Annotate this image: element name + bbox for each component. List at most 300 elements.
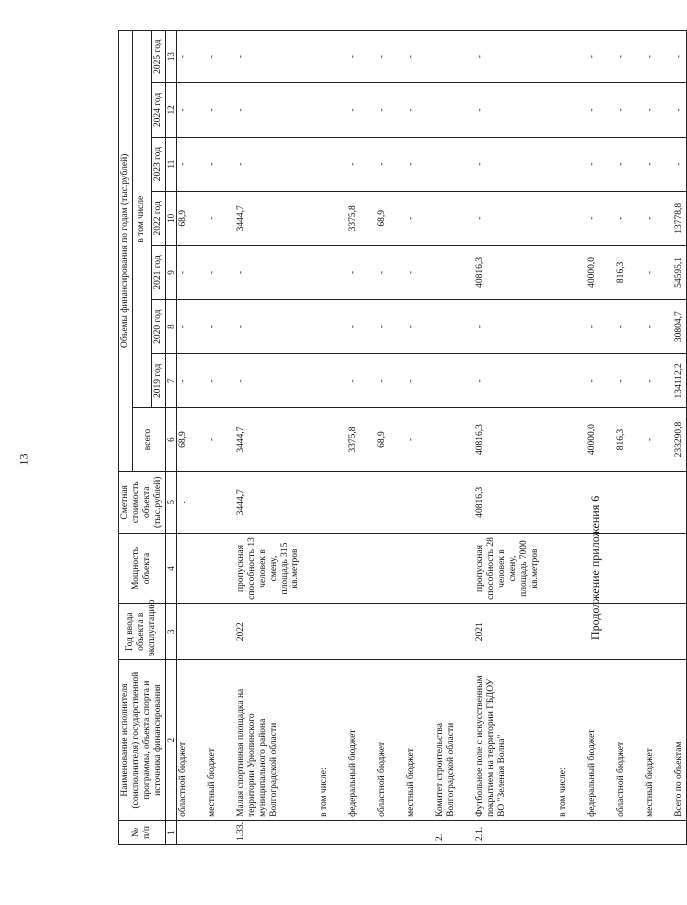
- spacer-cell: [628, 533, 644, 603]
- cell-year-value: -: [644, 137, 657, 191]
- spacer-cell: [541, 471, 557, 533]
- cell-total: 68,9: [376, 408, 389, 471]
- spacer-cell: [360, 245, 376, 299]
- cell-year: 2021: [474, 604, 542, 660]
- cell-year-value: 3444,7: [235, 191, 303, 245]
- spacer-cell: [541, 660, 557, 821]
- spacer-cell: [628, 245, 644, 299]
- cell-year-value: -: [206, 137, 219, 191]
- spacer-cell: [599, 191, 615, 245]
- spacer-cell: [628, 137, 644, 191]
- cell-year-value: [557, 83, 570, 137]
- cell-year-value: -: [405, 354, 418, 408]
- column-number: 7: [165, 354, 176, 408]
- spacer-cell: [541, 31, 557, 83]
- cell-year-value: -: [586, 191, 599, 245]
- spacer-cell: [389, 533, 405, 603]
- spacer-cell: [628, 191, 644, 245]
- spacer-cell: [418, 471, 434, 533]
- spacer-cell: [389, 137, 405, 191]
- spacer-cell: [541, 820, 557, 844]
- column-number: 4: [165, 533, 176, 603]
- cell-year-value: -: [177, 354, 190, 408]
- spacer-cell: [570, 354, 586, 408]
- cell-cost: 40816,3: [474, 471, 542, 533]
- cell-year-value: -: [644, 300, 657, 354]
- financing-table: [118, 30, 687, 845]
- spacer-cell: [418, 137, 434, 191]
- spacer-cell: [331, 354, 347, 408]
- spacer-cell: [599, 408, 615, 471]
- cell-year-value: [434, 137, 458, 191]
- cell-year-value: -: [177, 300, 190, 354]
- spacer-cell: [418, 245, 434, 299]
- spacer-cell: [190, 354, 206, 408]
- cell-year-value: -: [376, 354, 389, 408]
- spacer-cell: [458, 604, 474, 660]
- spacer-cell: [570, 245, 586, 299]
- rotated-table-container: [118, 30, 685, 845]
- cell-year-value: -: [235, 83, 303, 137]
- column-number: 8: [165, 300, 176, 354]
- spacer-cell: [657, 300, 673, 354]
- header-including: в том числе: [132, 31, 151, 408]
- header-year-2022: 2022 год: [151, 191, 165, 245]
- cell-year-value: -: [206, 245, 219, 299]
- spacer-cell: [458, 245, 474, 299]
- spacer-cell: [190, 820, 206, 844]
- spacer-cell: [331, 245, 347, 299]
- cell-year-value: -: [206, 191, 219, 245]
- table-row: [586, 31, 599, 845]
- cell-year-value: -: [586, 31, 599, 83]
- cell-power: [673, 533, 686, 603]
- spacer-cell: [657, 354, 673, 408]
- spacer-cell: [418, 354, 434, 408]
- spacer-cell: [331, 471, 347, 533]
- spacer-cell: [657, 245, 673, 299]
- table-row: [644, 31, 657, 845]
- spacer-cell: [302, 660, 318, 821]
- cell-total: [434, 408, 458, 471]
- cell-year-value: -: [347, 354, 360, 408]
- cell-year-value: -: [474, 83, 542, 137]
- spacer-cell: [570, 471, 586, 533]
- cell-year-value: 30804,7: [673, 300, 686, 354]
- cell-year-value: -: [376, 300, 389, 354]
- cell-cost: [557, 471, 570, 533]
- table-body: [177, 31, 687, 845]
- spacer-cell: [657, 31, 673, 83]
- cell-name: местный бюджет: [644, 660, 657, 821]
- spacer-cell: [657, 191, 673, 245]
- cell-year-value: -: [615, 191, 628, 245]
- spacer-cell: [389, 31, 405, 83]
- cell-power: [557, 533, 570, 603]
- cell-year: [644, 604, 657, 660]
- spacer-cell: [389, 245, 405, 299]
- spacer-cell: [570, 83, 586, 137]
- spacer-cell: [360, 471, 376, 533]
- spacer-cell: [570, 604, 586, 660]
- spacer-cell: [360, 408, 376, 471]
- spacer-cell: [458, 137, 474, 191]
- table-row: [615, 31, 628, 845]
- spacer-cell: [628, 604, 644, 660]
- header-year-2025: 2025 год: [151, 31, 165, 83]
- cell-power: [615, 533, 628, 603]
- column-number: 11: [165, 137, 176, 191]
- spacer-cell: [219, 137, 235, 191]
- cell-name: областной бюджет: [615, 660, 628, 821]
- row-spacer: [418, 31, 434, 845]
- cell-name: областной бюджет: [177, 660, 190, 821]
- table-row: [347, 31, 360, 845]
- cell-year-value: [318, 354, 331, 408]
- spacer-cell: [219, 604, 235, 660]
- spacer-cell: [389, 660, 405, 821]
- spacer-cell: [599, 604, 615, 660]
- spacer-cell: [389, 471, 405, 533]
- cell-year-value: -: [644, 83, 657, 137]
- header-funding: Объемы финансирования по годам (тыс.рублей): [119, 31, 133, 472]
- spacer-cell: [190, 31, 206, 83]
- column-number: 5: [165, 471, 176, 533]
- cell-name: в том числе:: [318, 660, 331, 821]
- spacer-cell: [219, 660, 235, 821]
- table-row: [318, 31, 331, 845]
- row-spacer: [360, 31, 376, 845]
- spacer-cell: [458, 354, 474, 408]
- cell-year-value: -: [644, 354, 657, 408]
- header-number: № п/п: [119, 820, 166, 844]
- cell-power: [347, 533, 360, 603]
- cell-year-value: -: [347, 245, 360, 299]
- spacer-cell: [418, 533, 434, 603]
- cell-year-value: -: [235, 31, 303, 83]
- cell-year-value: 68,9: [177, 191, 190, 245]
- cell-name: Комитет строительства Волгоградской области: [434, 660, 458, 821]
- column-number: 6: [165, 408, 176, 471]
- spacer-cell: [418, 820, 434, 844]
- cell-year-value: -: [206, 300, 219, 354]
- spacer-cell: [190, 83, 206, 137]
- spacer-cell: [302, 820, 318, 844]
- spacer-cell: [219, 191, 235, 245]
- cell-year: [177, 604, 190, 660]
- cell-number: 2.: [434, 820, 458, 844]
- cell-number: [318, 820, 331, 844]
- cell-year-value: [318, 137, 331, 191]
- spacer-cell: [331, 604, 347, 660]
- cell-number: [557, 820, 570, 844]
- table-row: [474, 31, 542, 845]
- cell-number: [177, 820, 190, 844]
- spacer-cell: [458, 820, 474, 844]
- spacer-cell: [360, 604, 376, 660]
- cell-year-value: -: [474, 354, 542, 408]
- cell-total: [318, 408, 331, 471]
- cell-year-value: -: [474, 137, 542, 191]
- cell-year-value: 134112,2: [673, 354, 686, 408]
- spacer-cell: [458, 660, 474, 821]
- column-number: 2: [165, 660, 176, 821]
- cell-year-value: -: [206, 83, 219, 137]
- cell-year-value: 3375,8: [347, 191, 360, 245]
- spacer-cell: [657, 83, 673, 137]
- cell-year-value: -: [347, 300, 360, 354]
- cell-year-value: -: [615, 137, 628, 191]
- cell-number: [673, 820, 686, 844]
- header-total: всего: [132, 408, 165, 471]
- cell-year: [347, 604, 360, 660]
- cell-total: 40000,0: [586, 408, 599, 471]
- table-row: [673, 31, 686, 845]
- cell-year-value: -: [673, 137, 686, 191]
- cell-cost: [673, 471, 686, 533]
- spacer-cell: [628, 31, 644, 83]
- cell-year-value: 68,9: [376, 191, 389, 245]
- spacer-cell: [360, 31, 376, 83]
- cell-total: 3444,7: [235, 408, 303, 471]
- spacer-cell: [657, 137, 673, 191]
- cell-number: 1.33.: [235, 820, 303, 844]
- table-row: [557, 31, 570, 845]
- spacer-cell: [458, 83, 474, 137]
- spacer-cell: [219, 408, 235, 471]
- spacer-cell: [418, 660, 434, 821]
- spacer-cell: [628, 820, 644, 844]
- cell-year: [405, 604, 418, 660]
- cell-cost: [586, 471, 599, 533]
- cell-number: [615, 820, 628, 844]
- cell-year-value: -: [615, 300, 628, 354]
- spacer-cell: [331, 408, 347, 471]
- cell-year-value: -: [206, 354, 219, 408]
- cell-total: 3375,8: [347, 408, 360, 471]
- header-year-2021: 2021 год: [151, 245, 165, 299]
- spacer-cell: [302, 245, 318, 299]
- row-spacer: [628, 31, 644, 845]
- cell-cost: [434, 471, 458, 533]
- cell-number: [376, 820, 389, 844]
- spacer-cell: [360, 300, 376, 354]
- cell-name: Малая спортивная площадка на территории Урюпинского муниципального района Волгоградской области: [235, 660, 303, 821]
- spacer-cell: [219, 245, 235, 299]
- spacer-cell: [389, 354, 405, 408]
- cell-name: областной бюджет: [376, 660, 389, 821]
- cell-power: [405, 533, 418, 603]
- spacer-cell: [418, 83, 434, 137]
- cell-name: Футбольное поле с искусственным покрытием на территории ГБДОУ ВО "Зеленая Волна": [474, 660, 542, 821]
- cell-cost: [405, 471, 418, 533]
- spacer-cell: [331, 83, 347, 137]
- cell-year: [586, 604, 599, 660]
- cell-year-value: [434, 83, 458, 137]
- cell-cost: [318, 471, 331, 533]
- cell-total: 816,3: [615, 408, 628, 471]
- cell-year-value: -: [177, 31, 190, 83]
- spacer-cell: [418, 191, 434, 245]
- header-year-2019: 2019 год: [151, 354, 165, 408]
- cell-cost: [347, 471, 360, 533]
- cell-number: [347, 820, 360, 844]
- spacer-cell: [219, 300, 235, 354]
- spacer-cell: [570, 660, 586, 821]
- cell-power: [586, 533, 599, 603]
- spacer-cell: [302, 31, 318, 83]
- spacer-cell: [458, 471, 474, 533]
- cell-cost: [615, 471, 628, 533]
- cell-year-value: -: [376, 83, 389, 137]
- spacer-cell: [628, 300, 644, 354]
- cell-year-value: [318, 191, 331, 245]
- spacer-cell: [331, 31, 347, 83]
- row-spacer: [219, 31, 235, 845]
- spacer-cell: [541, 137, 557, 191]
- cell-year-value: -: [615, 31, 628, 83]
- row-spacer: [190, 31, 206, 845]
- row-spacer: [331, 31, 347, 845]
- spacer-cell: [302, 354, 318, 408]
- spacer-cell: [541, 604, 557, 660]
- table-header: [119, 31, 177, 845]
- cell-cost: [206, 471, 219, 533]
- spacer-cell: [360, 820, 376, 844]
- spacer-cell: [190, 191, 206, 245]
- spacer-cell: [599, 354, 615, 408]
- cell-year-value: -: [586, 300, 599, 354]
- row-spacer: [302, 31, 318, 845]
- spacer-cell: [570, 191, 586, 245]
- cell-name: местный бюджет: [405, 660, 418, 821]
- spacer-cell: [458, 533, 474, 603]
- spacer-cell: [541, 533, 557, 603]
- spacer-cell: [302, 300, 318, 354]
- spacer-cell: [628, 660, 644, 821]
- spacer-cell: [418, 31, 434, 83]
- cell-year-value: -: [235, 137, 303, 191]
- cell-year-value: -: [347, 137, 360, 191]
- spacer-cell: [219, 471, 235, 533]
- row-spacer: [599, 31, 615, 845]
- spacer-cell: [389, 83, 405, 137]
- spacer-cell: [302, 471, 318, 533]
- spacer-cell: [190, 245, 206, 299]
- spacer-cell: [541, 354, 557, 408]
- cell-power: пропускная способность 28 человек в смену, площадь 7000 кв.метров: [474, 533, 542, 603]
- cell-year-value: [557, 300, 570, 354]
- column-number: 12: [165, 83, 176, 137]
- cell-name: Всего по объектам: [673, 660, 686, 821]
- cell-total: 68,9: [177, 408, 190, 471]
- spacer-cell: [360, 191, 376, 245]
- spacer-cell: [190, 300, 206, 354]
- spacer-cell: [628, 471, 644, 533]
- header-year-2020: 2020 год: [151, 300, 165, 354]
- cell-year-value: -: [586, 354, 599, 408]
- cell-year: [376, 604, 389, 660]
- cell-year-value: 13778,8: [673, 191, 686, 245]
- spacer-cell: [599, 245, 615, 299]
- table-row: [405, 31, 418, 845]
- spacer-cell: [570, 533, 586, 603]
- table-row: [206, 31, 219, 845]
- spacer-cell: [302, 604, 318, 660]
- cell-year-value: [434, 191, 458, 245]
- cell-year-value: 54595,1: [673, 245, 686, 299]
- spacer-cell: [628, 354, 644, 408]
- spacer-cell: [657, 820, 673, 844]
- spacer-cell: [541, 191, 557, 245]
- spacer-cell: [570, 31, 586, 83]
- cell-year-value: -: [405, 300, 418, 354]
- cell-year-value: -: [347, 31, 360, 83]
- column-number: 13: [165, 31, 176, 83]
- cell-year: [318, 604, 331, 660]
- cell-total: 40816,3: [474, 408, 542, 471]
- cell-total: [557, 408, 570, 471]
- spacer-cell: [599, 31, 615, 83]
- spacer-cell: [190, 137, 206, 191]
- cell-total: -: [644, 408, 657, 471]
- spacer-cell: [360, 83, 376, 137]
- spacer-cell: [389, 300, 405, 354]
- continuation-label: Продолжение приложения 6: [588, 495, 602, 640]
- cell-year-value: -: [405, 191, 418, 245]
- cell-year-value: -: [615, 83, 628, 137]
- cell-year-value: -: [376, 31, 389, 83]
- spacer-cell: [190, 533, 206, 603]
- cell-year-value: -: [644, 31, 657, 83]
- header-year-2024: 2024 год: [151, 83, 165, 137]
- row-spacer: [570, 31, 586, 845]
- cell-year-value: -: [586, 137, 599, 191]
- cell-year-value: -: [673, 83, 686, 137]
- cell-power: [318, 533, 331, 603]
- row-spacer: [458, 31, 474, 845]
- spacer-cell: [331, 660, 347, 821]
- cell-year-value: -: [405, 83, 418, 137]
- page-number: 13: [16, 453, 31, 466]
- cell-year-value: [557, 245, 570, 299]
- cell-year-value: -: [235, 300, 303, 354]
- cell-year-value: -: [235, 354, 303, 408]
- cell-year-value: [434, 354, 458, 408]
- column-number: 1: [165, 820, 176, 844]
- spacer-cell: [657, 604, 673, 660]
- cell-name: местный бюджет: [206, 660, 219, 821]
- cell-year-value: [434, 245, 458, 299]
- spacer-cell: [657, 408, 673, 471]
- cell-name: федеральный бюджет: [586, 660, 599, 821]
- cell-year-value: -: [376, 137, 389, 191]
- header-cost: Сметная стоимость объекта (тыс.рублей): [119, 471, 166, 533]
- spacer-cell: [418, 408, 434, 471]
- cell-year-value: -: [644, 191, 657, 245]
- header-year-2023: 2023 год: [151, 137, 165, 191]
- spacer-cell: [541, 245, 557, 299]
- spacer-cell: [570, 408, 586, 471]
- spacer-cell: [541, 83, 557, 137]
- spacer-cell: [331, 300, 347, 354]
- spacer-cell: [599, 83, 615, 137]
- spacer-cell: [570, 300, 586, 354]
- spacer-cell: [458, 300, 474, 354]
- spacer-cell: [657, 660, 673, 821]
- cell-year: [673, 604, 686, 660]
- cell-number: [644, 820, 657, 844]
